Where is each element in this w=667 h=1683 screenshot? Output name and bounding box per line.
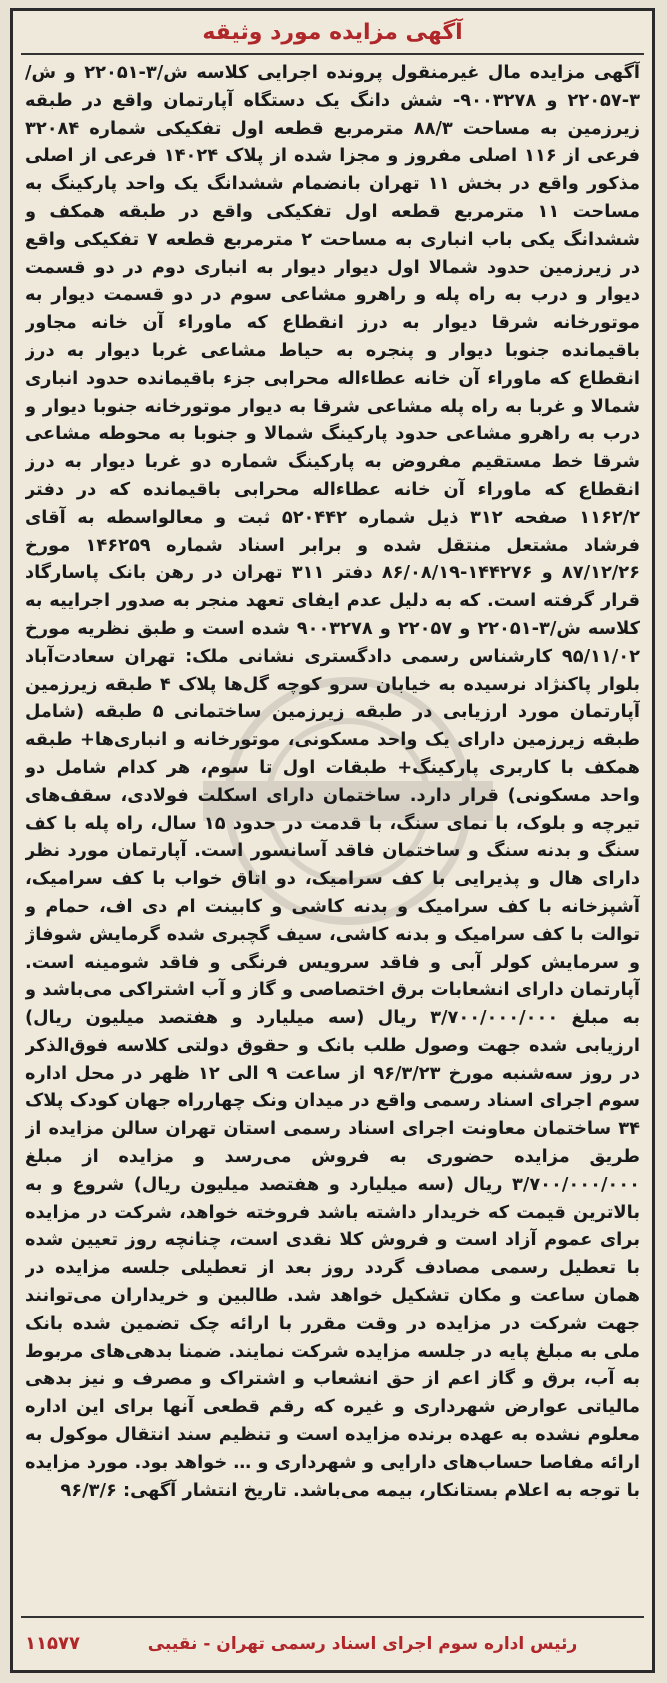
signature: رئیس اداره سوم اجرای اسناد رسمی تهران - نقیبی xyxy=(147,1634,578,1654)
notice-frame xyxy=(10,8,655,1673)
notice-code: ۱۱۵۷۷ xyxy=(25,1633,80,1654)
notice-body: آگهی مزایده مال غیرمنقول پرونده اجرایی کلاسه ش/۳-۲۲۰۵۱ و ش/۳-۲۲۰۵۷ و ۹۰۰۳۲۷۸- شش دانگ یک دستگاه آپارتمان واقع در طبقه زیرزمین به مساحت ۸۸/۳ مترمربع قطعه اول تفکیکی شماره ۳۲۰۸۴ فرعی از ۱۱۶ اصلی مفروز و مجزا شده از پلاک ۱۴۰۲۴ فرعی از اصلی مذکور واقع در بخش ۱۱ تهران بانضمام ششدانگ یک واحد پارکینگ به مساحت ۱۱ مترمربع قطعه اول تفکیکی واقع در طبقه همکف و ششدانگ یکی باب انباری به مساحت ۲ مترمربع قطعه ۷ تفکیکی واقع در زیرزمین حدود شمالا اول دیوار دیوار به انباری دوم در دو قسمت دیوار و درب به راه پله و راهرو مشاعی سوم در دو قسمت دیوار به موتورخانه شرقا دیوار به درز انقطاع که ماوراء آن خانه مجاور باقیمانده جنوبا دیوار و پنجره به حیاط مشاعی غربا دیوار به درز انقطاع که ماوراء آن خانه عطاءاله محرابی جزء باقیمانده حدود انباری شمالا و غربا به راه پله مشاعی شرقا به دیوار موتورخانه جنوبا دیوار و درب به راهرو مشاعی حدود پارکینگ شمالا و جنوبا به محوطه مشاعی شرقا خط مستقیم مفروض به پارکینگ شماره دو غربا دیوار به درز انقطاع که ماوراء آن خانه عطاءاله محرابی باقیمانده که در دفتر ۱۱۶۲/۲ صفحه ۳۱۲ ذیل شماره ۵۲۰۴۴۲ ثبت و معالواسطه به آقای فرشاد مشتعل منتقل شده و برابر اسناد شماره ۱۴۶۲۵۹ مورخ ۸۷/۱۲/۲۶ و ۱۴۴۲۷۶-۸۶/۰۸/۱۹ دفتر ۳۱۱ تهران در رهن بانک پاسارگاد قرار گرفته است. که به دلیل عدم ایفای تعهد منجر به صدور اجراییه به کلاسه ش/۳-۲۲۰۵۱ و ۲۲۰۵۷ و ۹۰۰۳۲۷۸ شده است و طبق نظریه مورخ ۹۵/۱۱/۰۲ کارشناس رسمی دادگستری نشانی ملک: تهران سعادت‌آباد بلوار پاکنژاد نرسیده به خیابان سرو کوچه گل‌ها پلاک ۴ طبقه زیرزمین آپارتمان مورد ارزیابی در طبقه زیرزمین ساختمانی ۵ طبقه (شامل طبقه زیرزمین دارای یک واحد مسکونی، موتورخانه و انباری‌ها+ طبقه همکف با کاربری پارکینگ+ طبقات اول تا سوم، هر کدام شامل دو واحد مسکونی) قرار دارد. ساختمان دارای اسکلت فولادی، سقف‌های تیرچه و بلوک، با نمای سنگ، با قدمت در حدود ۱۵ سال، راه پله با کف سنگ و بدنه سنگ و ساختمان فاقد آسانسور است. آپارتمان مورد نظر دارای هال و پذیرایی با کف سرامیک، دو اتاق خواب با کف سرامیک، آشپزخانه با کف سرامیک و بدنه کاشی و کابینت ام دی اف، حمام و توالت با کف سرامیک و بدنه کاشی، سیف گچبری شده گرمایش شوفاژ و سرمایش کولر آبی و فاقد سرویس فرنگی و فاقد شومینه است. آپارتمان دارای انشعابات برق اختصاصی و گاز و آب اشتراکی می‌باشد و به مبلغ ۳/۷۰۰/۰۰۰/۰۰۰ ریال (سه میلیارد و هفتصد میلیون ریال) ارزیابی شده جهت وصول طلب بانک و حقوق دولتی کلاسه فوق‌الذکر در روز سه‌شنبه مورخ ۹۶/۳/۲۳ از ساعت ۹ الی ۱۲ ظهر در محل اداره سوم اجرای اسناد رسمی واقع در میدان ونک چهارراه جهان کودک پلاک ۳۴ ساختمان معاونت اجرای اسناد رسمی استان تهران سالن مزایده از طریق مزایده حضوری به فروش می‌رسد و مزایده از مبلغ ۳/۷۰۰/۰۰۰/۰۰۰ ریال (سه میلیارد و هفتصد میلیون ریال) شروع و به بالاترین قیمت که خریدار داشته باشد فروخته خواهد، شرکت در مزایده برای عموم آزاد است و فروش کلا نقدی است، چنانچه روز تعیین شده با تعطیل رسمی مصادف گردد روز بعد از تعطیلی جلسه مزایده در همان ساعت و مکان تشکیل خواهد شد. طالبین و خریداران می‌توانند جهت شرکت در مزایده در وقت مقرر با ارائه چک تضمین شده بانک ملی به مبلغ پایه در جلسه مزایده شرکت نمایند. ضمنا بدهی‌های مربوط به آب، برق و گاز اعم از حق انشعاب و اشتراک و مصرف و نیز بدهی مالیاتی عوارض شهرداری و غیره که رقم قطعی آنها برای این اداره معلوم نشده به عهده برنده مزایده است و تنظیم سند انتقال موکول به ارائه مفاصا حساب‌های دارایی و شهرداری و … خواهد بود. مورد مزایده با توجه به اعلام بستانکار، بیمه می‌باشد. تاریخ انتشار آگهی: ۹۶/۳/۶ xyxy=(25,62,640,1501)
notice-title: آگهی مزایده مورد وثیقه xyxy=(202,20,463,45)
notice-footer xyxy=(21,1616,644,1664)
title-divider xyxy=(21,53,644,55)
